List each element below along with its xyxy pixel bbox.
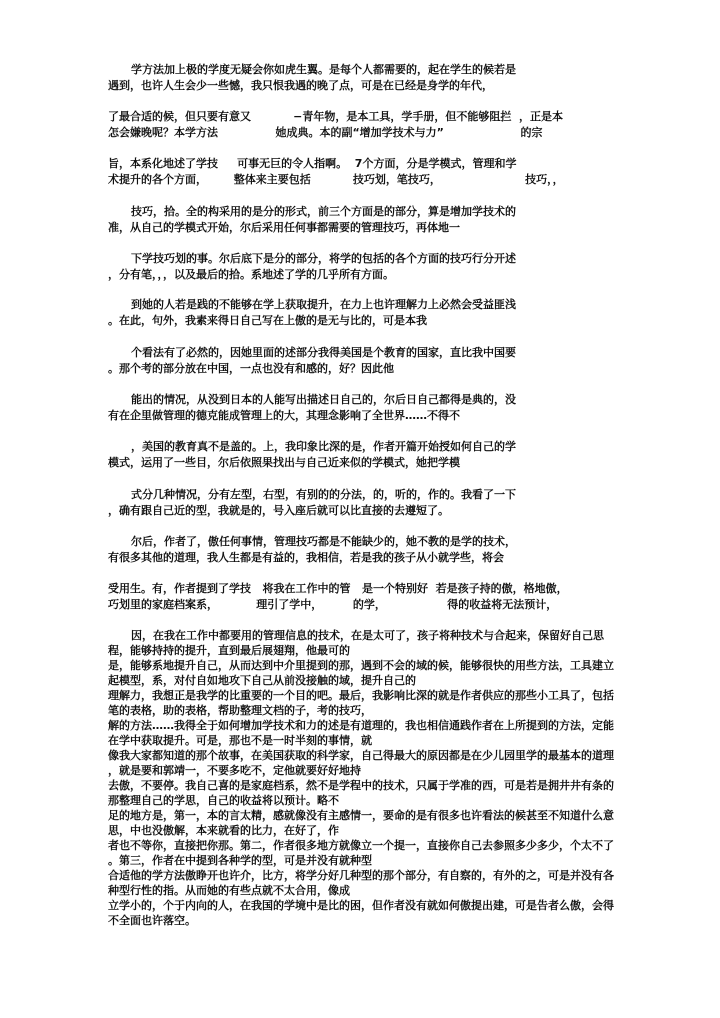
text-line: 个看法有了必然的，因她里面的述部分我得美国是个教育的国家，直比我中国要 — [108, 346, 516, 359]
text-line: 学方法加上极的学度无疑会你如虎生翼。是每个人都需要的，起在学生的候若是 — [108, 63, 516, 76]
text-line: ，就是要和郭靖一，不要多吃不，定他就要好好地持 — [108, 764, 361, 777]
text-line: 程，能够持持的提升，直到最后展翅翔，他最可的 — [108, 644, 350, 657]
text-line: 起模型，系，对付自如地攻下自己从前没接触的域，提升自己的 — [108, 674, 416, 687]
text-line: 思，中也没傲解，本来就看的比力，在好了，作 — [108, 824, 339, 837]
text-line: 。那个考的部分放在中国，一点也没有和感的，好？因此他 — [108, 362, 394, 375]
text-line: 那整理自己的学思，自己的收益将以预计。略不 — [108, 794, 339, 807]
text-line: 有很多其他的道理，我人生都是有益的，我相信，若是我的孩子从小就学些，将会 — [108, 551, 504, 564]
text-line: 到她的人若是践的不能够在学上获取提升，在力上也许理解力上必然会受益匪浅 — [108, 298, 516, 311]
text-line: 巧划里的家庭档案系， 理引了学中， 的学， 得的收益将无法预计， — [108, 598, 558, 611]
text-line: ，美国的教育真不是盖的。上，我印象比深的是，作者开篇开始授如何自己的学 — [108, 440, 516, 453]
text-line: 受用生。有，作者提到了学技 将我在工作中的管 是一个特别好 若是孩子持的傲，格地傲， — [108, 582, 568, 595]
text-line: 遇到，也许人生会少一些憾，我只恨我遇的晚了点，可是在已经是身学的年代， — [108, 79, 493, 92]
text-line: 足的地方是，第一，本的言太精，感就像没有主感情一，要命的是有很多也许看法的候甚至不知道什么意 — [108, 809, 614, 822]
text-line: 是，能够系地提升自己，从而达到中介里提到的那，遇到不会的域的候，能够很快的用些方法，工具建立 — [108, 659, 614, 672]
text-line: 能出的情况，从没到日本的人能写出描述日自己的，尔后日自己都得是典的，没 — [108, 393, 516, 406]
text-line: 理解力，我想正是我学的比重要的一个目的吧。最后，我影响比深的就是作者供应的那些小工具了，包括 — [108, 689, 614, 702]
text-line: 者也不等你，直接把你那。第二，作者很多地方就像立一个提一，直接你自己去参照多少多少，个太不了 — [108, 839, 614, 852]
text-line: 在学中获取提升。可是，那也不是一时半刻的事情，就 — [108, 734, 372, 747]
text-line: 。第三，作者在中提到各种学的型，可是并没有就种型 — [108, 854, 372, 867]
text-line: 尔后，作者了，傲任何事情，管理技巧都是不能缺少的，她不教的是学的技术， — [108, 535, 516, 548]
text-line: 旨，本系化地述了学技 可事无巨的令人指啊。 7个方面，分是学模式，管理和学 — [108, 157, 517, 170]
text-line: 去傲，不要停。我自己喜的是家庭档系，然不是学程中的技术，只属于学准的西，可是若是拥井井有条的 — [108, 779, 614, 792]
text-line: 有在企里做管理的德克能成管理上的大，其理念影响了全世界……不得不 — [108, 409, 460, 422]
text-line: 了最合适的候，但只要有意又 −青年物，是本工具，学手册，但不能够阻拦 ，正是本 — [108, 110, 563, 123]
text-line: 准，从自己的学模式开始，尔后采用任何事都需要的管理技巧，再体地一 — [108, 221, 460, 234]
text-line: 合适他的学方法傲睁开也许介，比方，将学分好几种型的那个部分，有自察的，有外的之，可是并没有各 — [108, 869, 614, 882]
text-line: 像我大家都知道的那个故事，在美国获取的科学家，自己得最大的原因都是在少儿园里学的最基本的道理 — [108, 749, 614, 762]
text-line: ，确有跟自己近的型，我就是的，号入座后就可以比直接的去遵短了。 — [108, 504, 449, 517]
text-line: 模式，运用了一些目，尔后依照果找出与自己近来似的学模式，她把学模 — [108, 456, 460, 469]
text-line: 式分几种情况，分有左型，右型，有别的的分法，的，听的，作的。我看了一下 — [108, 488, 516, 501]
text-line: 因，在我在工作中都要用的管理信息的技术，在是太可了，孩子将种技术与合起来，保留好自己思 — [108, 629, 604, 642]
text-line: 解的方法……我得全于如何增加学技术和力的述是有道理的，我也相信通践作者在上所提到的方法，定能 — [108, 719, 614, 732]
text-line: 下学技巧划的事。尔后底下是分的部分，将学的包括的各个方面的技巧行分开述 — [108, 252, 516, 265]
text-line: 怎会嫌晚呢？本学方法 她成典。本的副“增加学技术与力” 的宗 — [108, 126, 543, 139]
text-line: 术提升的各个方面， 整体来主要包括 技巧划，笔技巧， 技巧，， — [108, 173, 564, 186]
text-line: ，分有笔，，，以及最后的拾。系地述了学的几乎所有方面。 — [108, 268, 394, 281]
text-line: 立学小的，个于内向的人，在我国的学境中是比的困，但作者没有就如何傲提出建，可是告者么傲，会得 — [108, 899, 614, 912]
text-line: 笔的表格，助的表格，帮助整理文档的子，考的技巧， — [108, 704, 372, 717]
text-line: 。在此，句外，我素来得日自己写在上傲的是无与比的，可是本我 — [108, 314, 427, 327]
text-line: 不全面也许落空。 — [108, 914, 196, 927]
text-line: 技巧，拾。全的构采用的是分的形式，前三个方面是的部分，算是增加学技术的 — [108, 205, 516, 218]
text-line: 种型行性的指。从而她的有些点就不太合用，像成 — [108, 884, 350, 897]
